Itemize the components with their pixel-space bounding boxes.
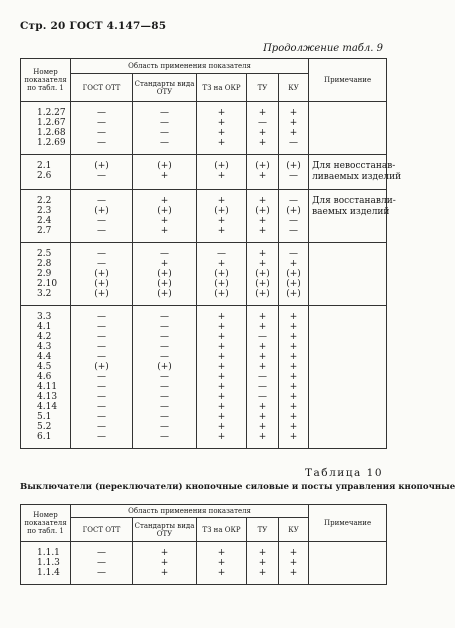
cell-tz [197, 243, 247, 306]
applicability-mark: (+) [286, 206, 301, 216]
cell-note [309, 306, 387, 449]
applicability-mark: — [97, 372, 106, 382]
cell-std [133, 102, 197, 155]
applicability-mark: + [289, 352, 298, 362]
applicability-mark: — [160, 392, 169, 402]
column-header-tu: ТУ [247, 74, 279, 102]
applicability-mark: (+) [255, 269, 270, 279]
applicability-mark: + [289, 118, 298, 128]
column-header-gost: ГОСТ ОТТ [71, 74, 133, 102]
applicability-mark: — [97, 432, 106, 442]
column-header-note: Примечание [309, 505, 387, 542]
applicability-mark: + [258, 171, 267, 181]
applicability-mark: + [289, 362, 298, 372]
applicability-mark: + [217, 138, 226, 148]
cell-tu [247, 542, 279, 585]
applicability-mark: (+) [214, 161, 229, 171]
applicability-mark: + [217, 322, 226, 332]
cell-ku [279, 190, 309, 243]
column-header-number: Номер показателя по табл. 1 [21, 505, 71, 542]
applicability-mark: + [217, 362, 226, 372]
applicability-mark: + [289, 412, 298, 422]
applicability-mark: + [160, 568, 169, 578]
applicability-mark: + [289, 548, 298, 558]
applicability-mark: + [217, 128, 226, 138]
applicability-mark: + [160, 216, 169, 226]
indicator-number: 2.2 [37, 196, 52, 206]
applicability-mark: — [160, 128, 169, 138]
applicability-mark: + [217, 226, 226, 236]
applicability-mark: + [258, 312, 267, 322]
applicability-mark: — [160, 422, 169, 432]
page-header [20, 20, 166, 32]
cell-gost [71, 155, 133, 190]
table-continuation-label: Продолжение табл. 9 [263, 43, 383, 54]
cell-num [21, 306, 71, 449]
cell-std [133, 243, 197, 306]
table-row [21, 542, 387, 585]
indicator-number: 1.2.68 [37, 128, 66, 138]
column-header-tz: ТЗ на ОКР [197, 518, 247, 542]
applicability-mark: — [289, 249, 299, 259]
applicability-mark: (+) [255, 206, 270, 216]
applicability-mark: + [217, 422, 226, 432]
applicability-mark: + [289, 568, 298, 578]
applicability-mark: + [217, 196, 226, 206]
cell-gost [71, 190, 133, 243]
standard-number: 4.147—85 [106, 20, 167, 32]
column-header-ku: КУ [279, 74, 309, 102]
applicability-mark: — [97, 402, 106, 412]
applicability-mark: (+) [94, 362, 109, 372]
cell-ku [279, 243, 309, 306]
applicability-mark: — [97, 171, 106, 181]
applicability-mark: — [289, 138, 299, 148]
indicator-number: 2.10 [37, 279, 58, 289]
table-9 [20, 58, 402, 449]
applicability-mark: + [289, 342, 298, 352]
applicability-mark: + [217, 108, 226, 118]
note-line: Для восстанавли- [312, 196, 396, 206]
applicability-mark: + [258, 342, 267, 352]
applicability-mark: (+) [214, 269, 229, 279]
applicability-mark: — [97, 322, 106, 332]
applicability-mark: — [97, 382, 106, 392]
cell-tz [197, 306, 247, 449]
cell-tz [197, 542, 247, 585]
indicator-number: 4.6 [37, 372, 52, 382]
applicability-mark: + [217, 392, 226, 402]
applicability-mark: + [217, 342, 226, 352]
column-header-tu: ТУ [247, 518, 279, 542]
applicability-mark: — [160, 312, 169, 322]
cell-tu [247, 102, 279, 155]
applicability-mark: + [258, 249, 267, 259]
column-header-std: Стандарты вида ОТУ [133, 74, 197, 102]
applicability-mark: + [217, 312, 226, 322]
cell-tu [247, 306, 279, 449]
applicability-mark: + [289, 312, 298, 322]
applicability-mark: — [97, 352, 106, 362]
applicability-mark: — [97, 108, 106, 118]
applicability-mark: — [97, 226, 106, 236]
indicator-number: 2.1 [37, 161, 52, 171]
applicability-mark: + [217, 216, 226, 226]
applicability-mark: — [160, 372, 169, 382]
cell-tz [197, 102, 247, 155]
indicator-number: 6.1 [37, 432, 52, 442]
applicability-mark: — [289, 171, 299, 181]
applicability-mark: + [258, 226, 267, 236]
applicability-mark: — [97, 558, 106, 568]
column-header-area: Область применения показателя [71, 59, 309, 74]
indicator-number: 1.1.3 [37, 558, 60, 568]
applicability-mark: — [258, 372, 267, 382]
indicator-number: 4.5 [37, 362, 52, 372]
cell-ku [279, 306, 309, 449]
applicability-mark: + [258, 128, 267, 138]
applicability-mark: (+) [94, 289, 109, 299]
applicability-mark: + [258, 322, 267, 332]
applicability-mark: + [160, 548, 169, 558]
indicator-number: 4.3 [37, 342, 52, 352]
applicability-mark: — [160, 402, 169, 412]
applicability-mark: + [160, 196, 169, 206]
applicability-mark: (+) [157, 279, 172, 289]
cell-tz [197, 190, 247, 243]
column-header-std: Стандарты вида ОТУ [133, 518, 197, 542]
applicability-mark: (+) [94, 206, 109, 216]
note-line: ваемых изделий [312, 207, 390, 217]
applicability-mark: — [160, 382, 169, 392]
cell-std [133, 542, 197, 585]
applicability-mark: — [160, 108, 169, 118]
applicability-mark: + [258, 138, 267, 148]
applicability-mark: + [217, 568, 226, 578]
applicability-mark: + [258, 196, 267, 206]
applicability-mark: (+) [94, 269, 109, 279]
applicability-mark: — [97, 249, 106, 259]
table-row [21, 155, 387, 190]
note-line: ливаемых изделий [312, 172, 402, 182]
applicability-mark: + [258, 568, 267, 578]
indicator-number: 2.3 [37, 206, 52, 216]
applicability-mark: + [217, 432, 226, 442]
applicability-mark: + [217, 352, 226, 362]
cell-tu [247, 243, 279, 306]
applicability-mark: (+) [286, 269, 301, 279]
applicability-mark: + [258, 402, 267, 412]
applicability-mark: — [160, 412, 169, 422]
indicator-number: 2.5 [37, 249, 52, 259]
applicability-mark: + [289, 558, 298, 568]
indicator-number: 1.2.27 [37, 108, 66, 118]
applicability-mark: (+) [286, 161, 301, 171]
cell-gost [71, 542, 133, 585]
cell-gost [71, 306, 133, 449]
applicability-mark: (+) [94, 279, 109, 289]
applicability-mark: — [217, 249, 226, 259]
applicability-mark: (+) [157, 269, 172, 279]
cell-num [21, 190, 71, 243]
applicability-mark: + [258, 216, 267, 226]
applicability-mark: + [289, 422, 298, 432]
cell-num [21, 155, 71, 190]
indicator-number: 4.14 [37, 402, 58, 412]
applicability-mark: (+) [286, 279, 301, 289]
applicability-mark: + [289, 402, 298, 412]
indicator-number: 2.8 [37, 259, 52, 269]
applicability-mark: + [258, 412, 267, 422]
applicability-mark: (+) [255, 289, 270, 299]
table-row [21, 306, 387, 449]
cell-note [309, 243, 387, 306]
applicability-mark: (+) [214, 206, 229, 216]
applicability-mark: — [97, 568, 106, 578]
applicability-mark: + [289, 432, 298, 442]
cell-tu [247, 190, 279, 243]
table-row [21, 190, 387, 243]
table-10-label: Таблица 10 [305, 467, 383, 479]
applicability-mark: — [160, 138, 169, 148]
applicability-mark: (+) [157, 206, 172, 216]
applicability-mark: — [97, 548, 106, 558]
applicability-mark: (+) [255, 161, 270, 171]
table-9-body [21, 102, 402, 449]
applicability-mark: + [258, 422, 267, 432]
indicator-number: 2.6 [37, 171, 52, 181]
cell-tu [247, 155, 279, 190]
applicability-mark: + [258, 352, 267, 362]
column-header-area: Область применения показателя [71, 505, 309, 518]
cell-ku [279, 155, 309, 190]
applicability-mark: + [289, 128, 298, 138]
cell-std [133, 306, 197, 449]
applicability-mark: — [97, 392, 106, 402]
applicability-mark: — [289, 226, 299, 236]
applicability-mark: + [258, 362, 267, 372]
applicability-mark: — [160, 322, 169, 332]
applicability-mark: — [160, 332, 169, 342]
applicability-mark: — [97, 118, 106, 128]
column-header-number: Номер показателя по табл. 1 [21, 59, 71, 102]
applicability-mark: + [258, 548, 267, 558]
cell-std [133, 190, 197, 243]
indicator-number: 2.9 [37, 269, 52, 279]
indicator-number: 1.1.1 [37, 548, 60, 558]
applicability-mark: — [160, 352, 169, 362]
cell-note [309, 102, 387, 155]
indicator-number: 2.4 [37, 216, 52, 226]
indicator-number: 1.1.4 [37, 568, 60, 578]
column-header-gost: ГОСТ ОТТ [71, 518, 133, 542]
table-row [21, 102, 387, 155]
cell-gost [71, 243, 133, 306]
applicability-mark: (+) [94, 161, 109, 171]
indicator-number: 4.4 [37, 352, 52, 362]
cell-num [21, 243, 71, 306]
table-row [21, 243, 387, 306]
applicability-mark: + [217, 402, 226, 412]
applicability-mark: + [160, 259, 169, 269]
applicability-mark: — [97, 412, 106, 422]
indicator-number: 4.13 [37, 392, 58, 402]
cell-note [309, 190, 396, 243]
page-number: Стр. 20 [20, 20, 66, 32]
applicability-mark: — [289, 216, 299, 226]
cell-tz [197, 155, 247, 190]
table-10-body [21, 542, 387, 585]
applicability-mark: — [97, 128, 106, 138]
applicability-mark: — [97, 312, 106, 322]
applicability-mark: + [289, 259, 298, 269]
applicability-mark: — [160, 249, 169, 259]
applicability-mark: + [217, 412, 226, 422]
applicability-mark: (+) [255, 279, 270, 289]
applicability-mark: — [97, 196, 106, 206]
applicability-mark: + [217, 372, 226, 382]
indicator-number: 3.3 [37, 312, 52, 322]
indicator-number: 5.2 [37, 422, 52, 432]
applicability-mark: + [289, 322, 298, 332]
applicability-mark: + [217, 382, 226, 392]
cell-num [21, 542, 71, 585]
indicator-number: 4.1 [37, 322, 52, 332]
indicator-number: 4.11 [37, 382, 58, 392]
applicability-mark: — [97, 259, 106, 269]
applicability-mark: (+) [214, 289, 229, 299]
applicability-mark: — [258, 118, 267, 128]
indicator-number: 1.2.69 [37, 138, 66, 148]
applicability-mark: — [258, 382, 267, 392]
applicability-mark: + [258, 558, 267, 568]
applicability-mark: + [160, 558, 169, 568]
applicability-mark: + [217, 118, 226, 128]
applicability-mark: (+) [157, 289, 172, 299]
column-header-tz: ТЗ на ОКР [197, 74, 247, 102]
indicator-number: 4.2 [37, 332, 52, 342]
applicability-mark: — [160, 342, 169, 352]
applicability-mark: (+) [214, 279, 229, 289]
applicability-mark: — [258, 332, 267, 342]
cell-note [309, 155, 402, 190]
applicability-mark: + [217, 332, 226, 342]
applicability-mark: (+) [157, 161, 172, 171]
applicability-mark: + [160, 171, 169, 181]
applicability-mark: + [258, 108, 267, 118]
applicability-mark: — [97, 422, 106, 432]
cell-gost [71, 102, 133, 155]
applicability-mark: (+) [157, 362, 172, 372]
column-header-note: Примечание [309, 59, 387, 102]
applicability-mark: + [258, 259, 267, 269]
cell-num [21, 102, 71, 155]
table-10-title: Выключатели (переключатели) кнопочные силовые и посты управления кнопочные [20, 482, 455, 492]
applicability-mark: + [217, 171, 226, 181]
applicability-mark: (+) [286, 289, 301, 299]
applicability-mark: + [217, 558, 226, 568]
applicability-mark: + [258, 432, 267, 442]
cell-ku [279, 542, 309, 585]
applicability-mark: — [97, 342, 106, 352]
applicability-mark: + [289, 382, 298, 392]
note-line: Для невосстанав- [312, 161, 396, 171]
applicability-mark: + [289, 332, 298, 342]
indicator-number: 3.2 [37, 289, 52, 299]
applicability-mark: — [97, 216, 106, 226]
column-header-ku: КУ [279, 518, 309, 542]
applicability-mark: + [217, 259, 226, 269]
applicability-mark: + [160, 226, 169, 236]
applicability-mark: — [258, 392, 267, 402]
applicability-mark: — [160, 432, 169, 442]
standard-name: ГОСТ [69, 20, 103, 32]
applicability-mark: — [160, 118, 169, 128]
cell-std [133, 155, 197, 190]
cell-note [309, 542, 387, 585]
applicability-mark: + [217, 548, 226, 558]
applicability-mark: — [97, 138, 106, 148]
applicability-mark: — [97, 332, 106, 342]
applicability-mark: + [289, 108, 298, 118]
indicator-number: 1.2.67 [37, 118, 66, 128]
table-10 [20, 504, 387, 585]
applicability-mark: — [289, 196, 299, 206]
cell-ku [279, 102, 309, 155]
applicability-mark: + [289, 392, 298, 402]
indicator-number: 5.1 [37, 412, 52, 422]
indicator-number: 2.7 [37, 226, 52, 236]
applicability-mark: + [289, 372, 298, 382]
